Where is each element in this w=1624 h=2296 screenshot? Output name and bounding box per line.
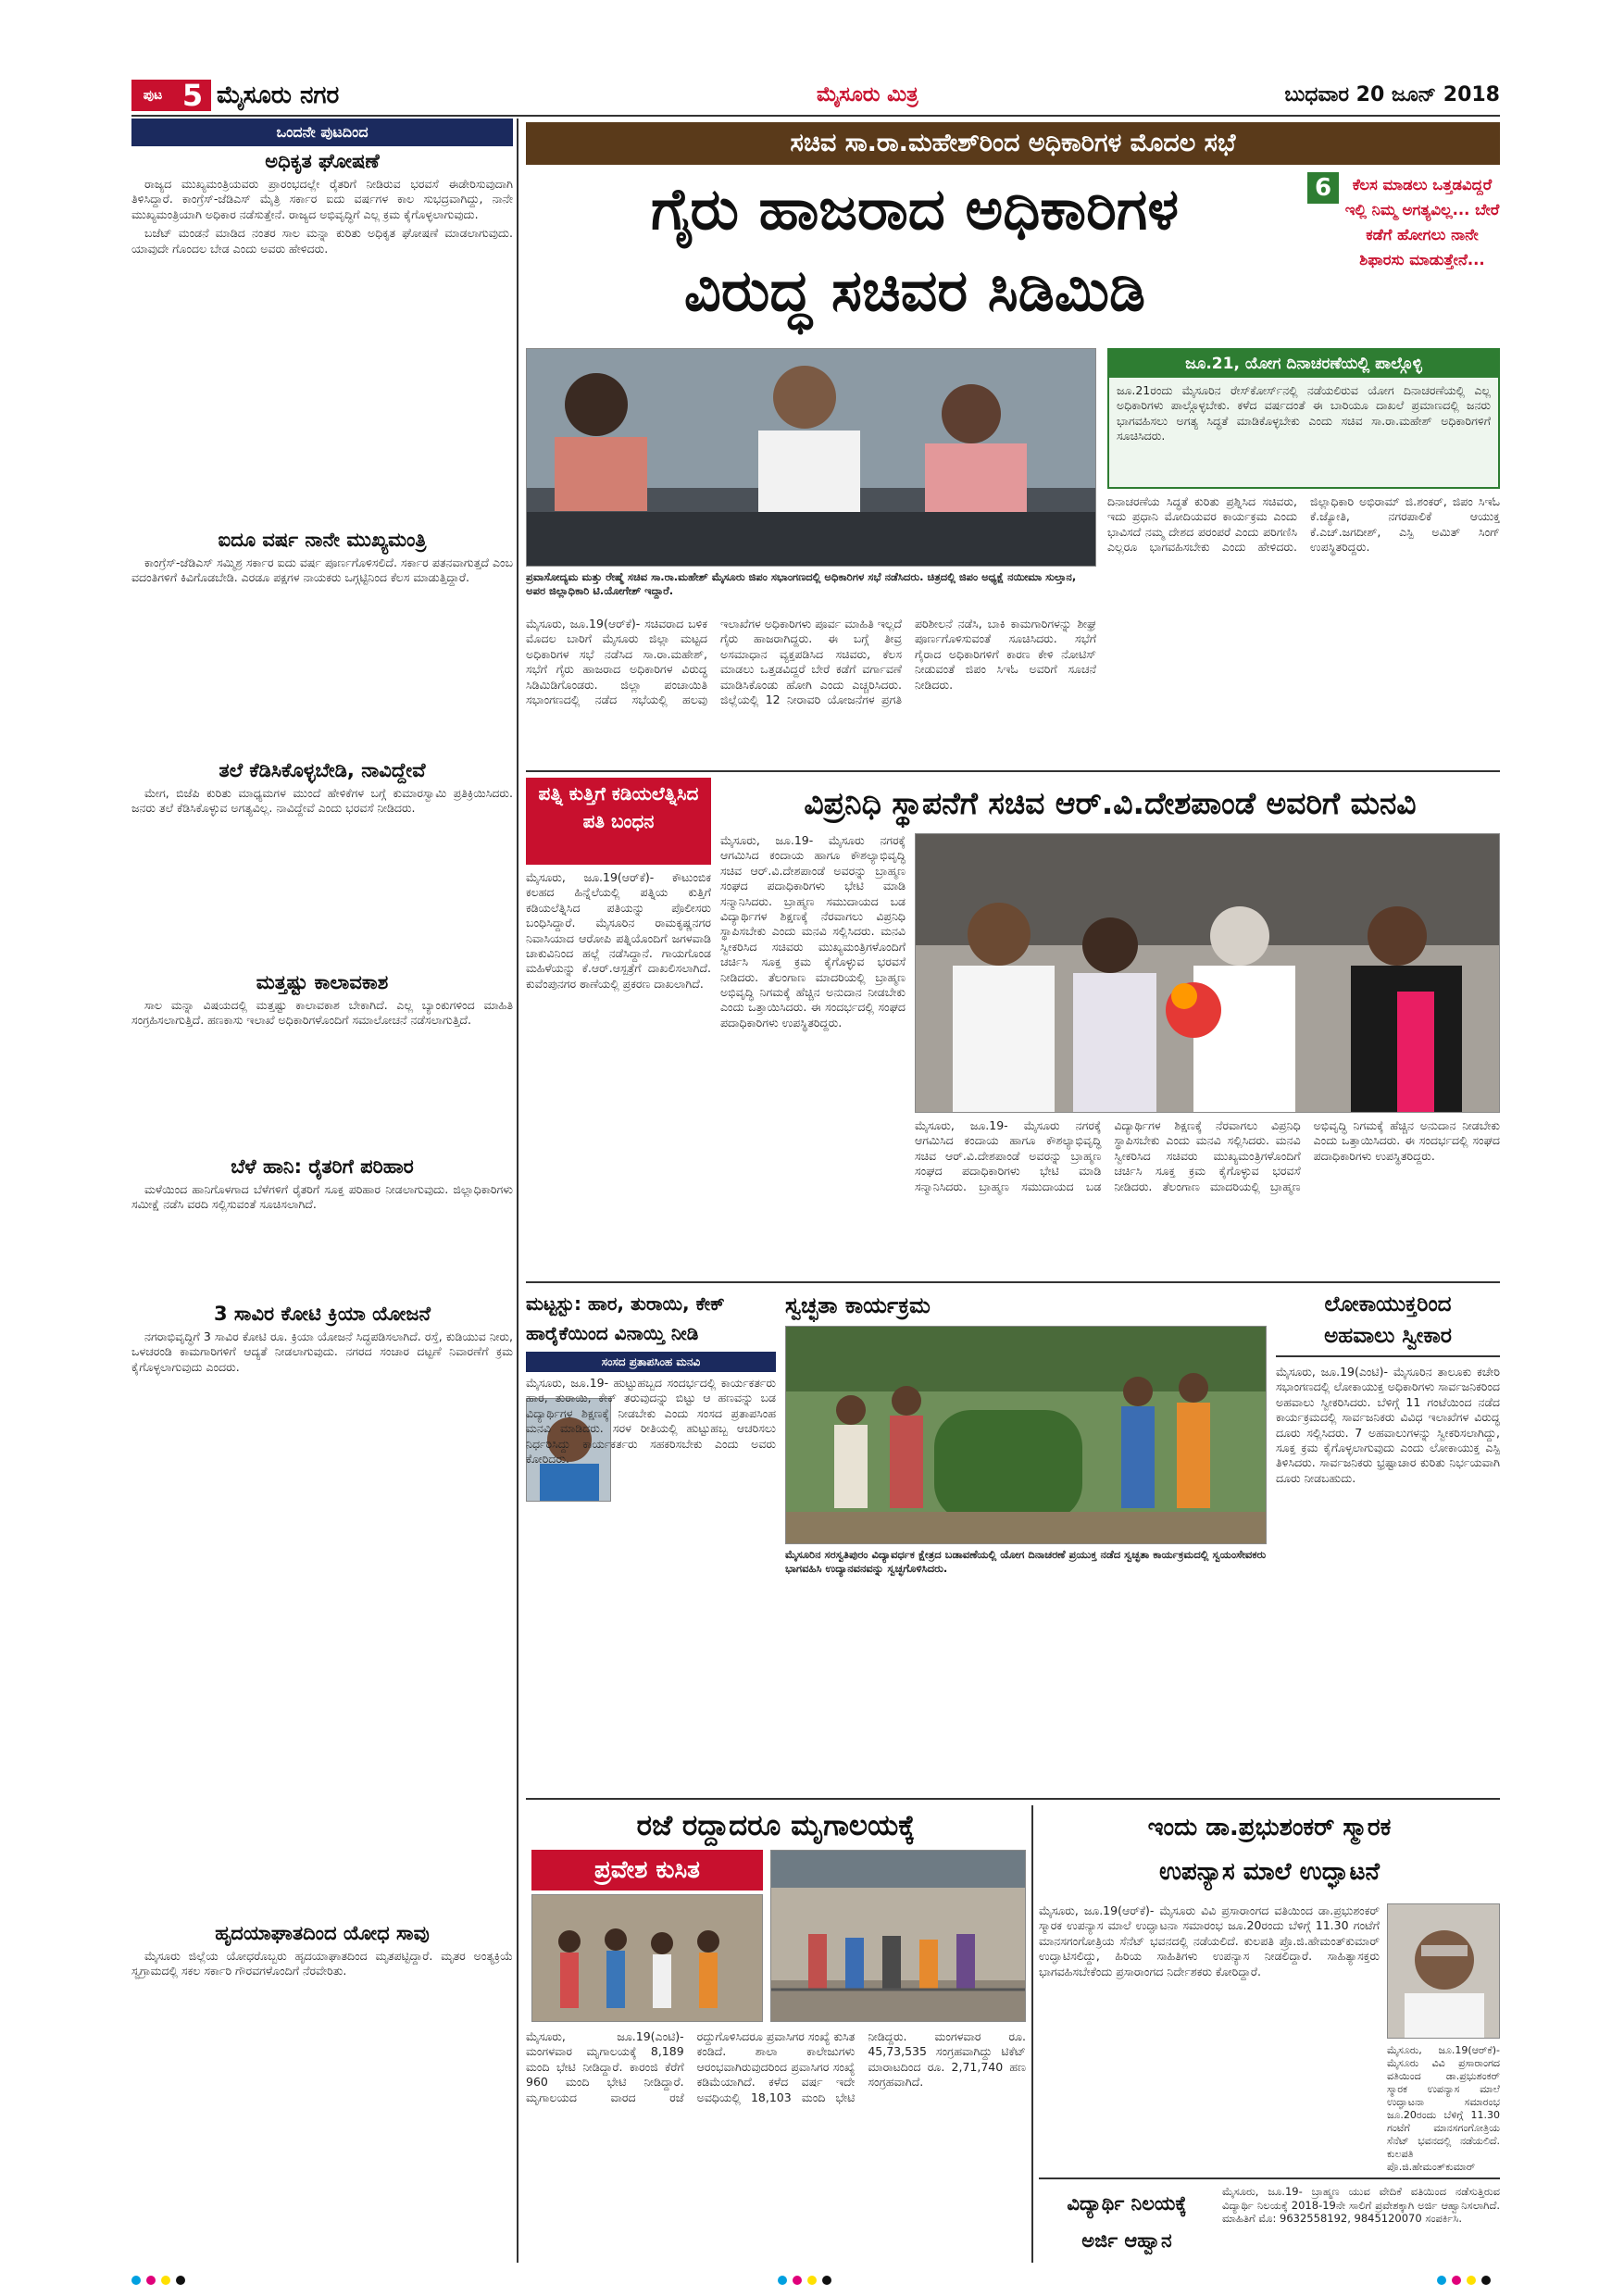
hostel-headline-2: ಅರ್ಜಿ ಆಹ್ವಾನ: [1081, 2229, 1172, 2252]
masthead-rule: [131, 115, 1500, 117]
body-more-time: ಸಾಲ ಮನ್ನಾ ವಿಷಯದಲ್ಲಿ ಮತ್ತಷ್ಟು ಕಾಲಾವಕಾಶ ಬೇಕಾಗಿದೆ. ಎಲ್ಲ ಬ್ಯಾಂಕುಗಳಿಂದ ಮಾಹಿತಿ ಸಂಗ್ರಹಿಸಲಾಗುತ್ತಿದೆ. ಹಣಕಾಸು ಇಲಾಖೆ ಅಧಿಕಾರಿಗಳೊಂದಿಗೆ ಸಮಾಲೋಚನೆ ನಡೆಸಲಾಗುತ್ತಿದೆ.: [131, 998, 513, 1028]
lead-photo-caption: ಪ್ರವಾಸೋದ್ಯಮ ಮತ್ತು ರೇಷ್ಮೆ ಸಚಿವ ಸಾ.ರಾ.ಮಹೇಶ್ ಮೈಸೂರು ಜಿಪಂ ಸಭಾಂಗಣದಲ್ಲಿ ಅಧಿಕಾರಿಗಳ ಸಭೆ ನಡೆಸಿದರು. ಚಿತ್ರದಲ್ಲಿ ಜಿಪಂ ಅಧ್ಯಕ್ಷೆ ನಯೀಮಾ ಸುಲ್ತಾನ, ಅಪರ ಜಿಲ್ಲಾಧಿಕಾರಿ ಟಿ.ಯೋಗೇಶ್ ಇದ್ದಾರೆ.: [526, 570, 1077, 597]
zoo-photo: [770, 1850, 1026, 2022]
lokayukta-box: [1276, 1289, 1500, 1792]
cleanliness-photo: [785, 1326, 1267, 1544]
yoga-box-text: ಜೂ.21ರಂದು ಮೈಸೂರಿನ ರೇಸ್‌ಕೋರ್ಸ್‌ನಲ್ಲಿ ನಡೆಯಲಿರುವ ಯೋಗ ದಿನಾಚರಣೆಯಲ್ಲಿ ಎಲ್ಲ ಅಧಿಕಾರಿಗಳು ಪಾಲ್ಗೊಳ್ಳಬೇಕು. ಕಳೆದ ವರ್ಷದಂತೆ ಈ ಬಾರಿಯೂ ದಾಖಲೆ ಪ್ರಮಾಣದಲ್ಲಿ ಜನರು ಭಾಗವಹಿಸಲು ಅಗತ್ಯ ಸಿದ್ಧತೆ ಮಾಡಿಕೊಳ್ಳಬೇಕು ಎಂದು ಸಚಿವ ಸಾ.ರಾ.ಮಹೇಶ್ ಅಧಿಕಾರಿಗಳಿಗೆ ಸೂಚಿಸಿದರು.: [1117, 383, 1491, 443]
body-soldier: ಮೈಸೂರು ಜಿಲ್ಲೆಯ ಯೋಧರೊಬ್ಬರು ಹೃದಯಾಘಾತದಿಂದ ಮೃತಪಟ್ಟಿದ್ದಾರೆ. ಮೃತರ ಅಂತ್ಯಕ್ರಿಯೆ ಸ್ವಗ್ರಾಮದಲ್ಲಿ ಸಕಲ ಸರ್ಕಾರಿ ಗೌರವಗಳೊಂದಿಗೆ ನೆರವೇರಿತು.: [131, 1949, 513, 1978]
bottom-column-rule: [1031, 1805, 1033, 2263]
lead-kicker: ಸಚಿವ ಸಾ.ರಾ.ಮಹೇಶ್‌ರಿಂದ ಅಧಿಕಾರಿಗಳ ಮೊದಲ ಸಭೆ: [526, 122, 1500, 165]
cleanliness-photo-art: [786, 1327, 1267, 1544]
quote-text: ಕೆಲಸ ಮಾಡಲು ಒತ್ತಡವಿದ್ದರೆ ಇಲ್ಲಿ ನಿಮ್ಮ ಅಗತ್ಯವಿಲ್ಲ... ಬೇರೆ ಕಡೆಗೆ ಹೋಗಲು ನಾನೇ ಶಿಫಾರಸು ಮಾಡುತ್ತೇನೆ...: [1344, 176, 1500, 268]
subhead-five-years: ಐದೂ ವರ್ಷ ನಾನೇ ಮುಖ್ಯಮಂತ್ರಿ: [218, 529, 427, 551]
registration-marks-left: [131, 2274, 206, 2287]
zoo-crowd-art: [532, 1895, 763, 2022]
lecture-body: ಮೈಸೂರು, ಜೂ.19(ಆರ್‌ಕೆ)- ಮೈಸೂರು ವಿವಿ ಪ್ರಸಾರಾಂಗದ ವತಿಯಿಂದ ಡಾ.ಪ್ರಭುಶಂಕರ್ ಸ್ಮಾರಕ ಉಪನ್ಯಾಸ ಮಾಲೆ ಉದ್ಘಾಟನಾ ಸಮಾರಂಭ ಜೂ.20ರಂದು ಬೆಳಿಗ್ಗೆ 11.30 ಗಂಟೆಗೆ ಮಾನಸಗಂಗೋತ್ರಿಯ ಸೆನೆಟ್ ಭವನದಲ್ಲಿ ನಡೆಯಲಿದೆ. ಕುಲಪತಿ ಪ್ರೊ.ಜಿ.ಹೇಮಂತ್‌ಕುಮಾರ್ ಉದ್ಘಾಟಿಸಲಿದ್ದು, ಹಿರಿಯ ಸಾಹಿತಿಗಳು ಉಪನ್ಯಾಸ ನೀಡಲಿದ್ದಾರೆ. ಸಾಹಿತ್ಯಾಸಕ್ತರು ಭಾಗವಹಿಸಬೇಕೆಂದು ಪ್ರಸಾರಾಂಗದ ನಿರ್ದೇಶಕರು ಕೋರಿದ್ದಾರೆ.: [1039, 1903, 1380, 1978]
masthead: [131, 80, 1500, 111]
zoo-entrance-art: [771, 1851, 1026, 2022]
middle-bottom-rule: [526, 1798, 1500, 1800]
lokayukta-body: ಮೈಸೂರು, ಜೂ.19(ಎಂಟಿ)- ಮೈಸೂರಿನ ತಾಲೂಕು ಕಚೇರಿ ಸಭಾಂಗಣದಲ್ಲಿ ಲೋಕಾಯುಕ್ತ ಅಧಿಕಾರಿಗಳು ಸಾರ್ವಜನಿಕರಿಂದ ಅಹವಾಲು ಸ್ವೀಕರಿಸಿದರು. ಬೆಳಿಗ್ಗೆ 11 ಗಂಟೆಯಿಂದ ನಡೆದ ಕಾರ್ಯಕ್ರಮದಲ್ಲಿ ಸಾರ್ವಜನಿಕರು ವಿವಿಧ ಇಲಾಖೆಗಳ ವಿರುದ್ಧ ದೂರು ಸಲ್ಲಿಸಿದರು. 7 ಅಹವಾಲುಗಳನ್ನು ಸ್ವೀಕರಿಸಲಾಗಿದ್ದು, ಸೂಕ್ತ ಕ್ರಮ ಕೈಗೊಳ್ಳಲಾಗುವುದು ಎಂದು ಲೋಕಾಯುಕ್ತ ಎಸ್ಪಿ ತಿಳಿಸಿದರು. ಸಾರ್ವಜನಿಕರು ಭ್ರಷ್ಟಾಚಾರ ಕುರಿತು ನಿರ್ಭಯವಾಗಿ ದೂರು ನೀಡಬಹುದು.: [1276, 1365, 1500, 1485]
zoo-badge: ಪ್ರವೇಶ ಕುಸಿತ: [531, 1850, 763, 1890]
subhead-official-announcement: ಅಧಿಕೃತ ಘೋಷಣೆ: [265, 150, 380, 172]
lead-bottom-rule: [526, 770, 1500, 772]
zoo-headline: ರಜೆ ರದ್ದಾದರೂ ಮೃಗಾಲಯಕ್ಕೆ: [636, 1809, 916, 1842]
body-official-announcement: ರಾಜ್ಯದ ಮುಖ್ಯಮಂತ್ರಿಯವರು ಪ್ರಾರಂಭದಲ್ಲೇ ರೈತರಿಗೆ ನೀಡಿರುವ ಭರವಸೆ ಈಡೇರಿಸುವುದಾಗಿ ತಿಳಿಸಿದ್ದಾರೆ. ಕಾಂಗ್ರೆಸ್-ಜೆಡಿಎಸ್ ಮೈತ್ರಿ ಸರ್ಕಾರ ಐದು ವರ್ಷಗಳ ಕಾಲ ಸುಭದ್ರವಾಗಿದ್ದು, ನಾನೇ ಮುಖ್ಯಮಂತ್ರಿಯಾಗಿ ಅಧಿಕಾರ ನಡೆಸುತ್ತೇನೆ. ರಾಜ್ಯದ ಅಭಿವೃದ್ಧಿಗೆ ಎಲ್ಲ ಕ್ರಮ ಕೈಗೊಳ್ಳಲಾಗುವುದು. ಬಜೆಟ್ ಮಂಡನೆ ಮಾಡಿದ ನಂತರ ಸಾಲ ಮನ್ನಾ ಕುರಿತು ಅಧಿಕೃತ ಘೋಷಣೆ ಮಾಡಲಾಗುವುದು. ಯಾವುದೇ ಗೊಂದಲ ಬೇಡ ಎಂದು ಅವರು ಹೇಳಿದರು.: [131, 177, 513, 256]
petition-photo: [915, 833, 1500, 1113]
body-five-years: ಕಾಂಗ್ರೆಸ್-ಜೆಡಿಎಸ್ ಸಮ್ಮಿಶ್ರ ಸರ್ಕಾರ ಐದು ವರ್ಷ ಪೂರ್ಣಗೊಳಿಸಲಿದೆ. ಸರ್ಕಾರ ಪತನವಾಗುತ್ತದೆ ಎಂಬ ವದಂತಿಗಳಿಗೆ ಕಿವಿಗೊಡಬೇಡಿ. ಎರಡೂ ಪಕ್ಷಗಳ ನಾಯಕರು ಒಗ್ಗಟ್ಟಿನಿಂದ ಕೆಲಸ ಮಾಡುತ್ತಿದ್ದಾರೆ.: [131, 555, 513, 585]
cleanliness-headline: ಸ್ವಚ್ಛತಾ ಕಾರ್ಯಕ್ರಮ: [785, 1292, 931, 1318]
lecture-body-continued: ಮೈಸೂರು, ಜೂ.19(ಆರ್‌ಕೆ)- ಮೈಸೂರು ವಿವಿ ಪ್ರಸಾರಾಂಗದ ವತಿಯಿಂದ ಡಾ.ಪ್ರಭುಶಂಕರ್ ಸ್ಮಾರಕ ಉಪನ್ಯಾಸ ಮಾಲೆ ಉದ್ಘಾಟನಾ ಸಮಾರಂಭ ಜೂ.20ರಂದು ಬೆಳಿಗ್ಗೆ 11.30 ಗಂಟೆಗೆ ಮಾನಸಗಂಗೋತ್ರಿಯ ಸೆನೆಟ್ ಭವನದಲ್ಲಿ ನಡೆಯಲಿದೆ. ಕುಲಪತಿ ಪ್ರೊ.ಜಿ.ಹೇಮಂತ್‌ಕುಮಾರ್: [1387, 2044, 1500, 2172]
lecture-headline-1: ಇಂದು ಡಾ.ಪ್ರಭುಶಂಕರ್ ಸ್ಮಾರಕ: [1147, 1814, 1392, 1841]
lead-headline-line-2: ವಿರುದ್ಧ ಸಚಿವರ ಸಿಡಿಮಿಡಿ: [683, 256, 1146, 324]
section-title: ಮೈಸೂರು ನಗರ: [217, 81, 340, 109]
petition-bottom-rule: [526, 1281, 1500, 1283]
lead-headline: [526, 168, 1304, 335]
lokayukta-headline-2: ಅಹವಾಲು ಸ್ವೀಕಾರ: [1276, 1320, 1500, 1357]
yoga-body: ದಿನಾಚರಣೆಯ ಸಿದ್ಧತೆ ಕುರಿತು ಪ್ರಶ್ನಿಸಿದ ಸಚಿವರು, ಇದು ಪ್ರಧಾನಿ ಮೋದಿಯವರ ಕಾರ್ಯಕ್ರಮ ಎಂದು ಭಾವಿಸದೆ ನಮ್ಮ ದೇಶದ ಪರಂಪರೆ ಎಂದು ಪರಿಗಣಿಸಿ ಎಲ್ಲರೂ ಭಾಗವಹಿಸಬೇಕು ಎಂದು ಹೇಳಿದರು. ಜಿಲ್ಲಾಧಿಕಾರಿ ಅಭಿರಾಮ್ ಜಿ.ಶಂಕರ್, ಜಿಪಂ ಸಿಇಓ ಕೆ.ಜ್ಯೋತಿ, ನಗರಪಾಲಿಕೆ ಆಯುಕ್ತ ಕೆ.ಎಚ್.ಜಗದೀಶ್, ಎಸ್ಪಿ ಅಮಿತ್ ಸಿಂಗ್ ಉಪಸ್ಥಿತರಿದ್ದರು.: [1107, 494, 1500, 555]
hostel-body: ಮೈಸೂರು, ಜೂ.19- ಬ್ರಾಹ್ಮಣ ಯುವ ವೇದಿಕೆ ವತಿಯಿಂದ ನಡೆಸುತ್ತಿರುವ ವಿದ್ಯಾರ್ಥಿ ನಿಲಯಕ್ಕೆ 2018-19ನೇ ಸಾಲಿಗೆ ಪ್ರವೇಶಕ್ಕಾಗಿ ಅರ್ಜಿ ಆಹ್ವಾನಿಸಲಾಗಿದೆ. ಮಾಹಿತಿಗೆ ಮೊ: 9632558192, 9845120070 ಸಂಪರ್ಕಿಸಿ.: [1222, 2185, 1500, 2225]
zoo-crowd-photo: [531, 1894, 763, 2022]
lead-photo: [526, 348, 1096, 567]
yoga-day-body: ಮೈಸೂರು, ಜೂ.19- ಹುಟ್ಟುಹಬ್ಬದ ಸಂದರ್ಭದಲ್ಲಿ ಕಾರ್ಯಕರ್ತರು ಹಾರ, ತುರಾಯಿ, ಕೇಕ್ ತರುವುದನ್ನು ಬಿಟ್ಟು ಆ ಹಣವನ್ನು ಬಡ ವಿದ್ಯಾರ್ಥಿಗಳ ಶಿಕ್ಷಣಕ್ಕೆ ನೀಡಬೇಕು ಎಂದು ಸಂಸದ ಪ್ರತಾಪಸಿಂಹ ಮನವಿ ಮಾಡಿದರು. ಸರಳ ರೀತಿಯಲ್ಲಿ ಹುಟ್ಟುಹಬ್ಬ ಆಚರಿಸಲು ನಿರ್ಧರಿಸಿದ್ದು ಕಾರ್ಯಕರ್ತರು ಸಹಕರಿಸಬೇಕು ಎಂದು ಅವರು ಕೋರಿದರು.: [526, 1376, 776, 1466]
hostel-headline: [1039, 2185, 1215, 2263]
cleanliness-caption: ಮೈಸೂರಿನ ಸರಸ್ವತಿಪುರಂ ವಿದ್ಯಾವರ್ಧಕ ಕ್ಷೇತ್ರದ ಬಡಾವಣೆಯಲ್ಲಿ ಯೋಗ ದಿನಾಚರಣೆ ಪ್ರಯುಕ್ತ ನಡೆದ ಸ್ವಚ್ಛತಾ ಕಾರ್ಯಕ್ರಮದಲ್ಲಿ ಸ್ವಯಂಸೇವಕರು ಭಾಗವಹಿಸಿ ಉದ್ಯಾನವನವನ್ನು ಸ್ವಚ್ಛಗೊಳಿಸಿದರು.: [785, 1548, 1267, 1575]
hostel-headline-1: ವಿದ್ಯಾರ್ಥಿ ನಿಲಯಕ್ಕೆ: [1067, 2192, 1187, 2215]
yoga-box: [1107, 348, 1500, 489]
left-column-rule: [517, 119, 518, 2263]
zoo-body: ಮೈಸೂರು, ಜೂ.19(ಎಂಟಿ)- ಮಂಗಳವಾರ ಮೃಗಾಲಯಕ್ಕೆ 8,189 ಮಂದಿ ಭೇಟಿ ನೀಡಿದ್ದಾರೆ. ಕಾರಂಜಿ ಕೆರೆಗೆ 960 ಮಂದಿ ಭೇಟಿ ನೀಡಿದ್ದಾರೆ. ಮೃಗಾಲಯದ ವಾರದ ರಜೆ ರದ್ದುಗೊಳಿಸಿದರೂ ಪ್ರವಾಸಿಗರ ಸಂಖ್ಯೆ ಕುಸಿತ ಕಂಡಿದೆ. ಶಾಲಾ ಕಾಲೇಜುಗಳು ಆರಂಭವಾಗಿರುವುದರಿಂದ ಪ್ರವಾಸಿಗರ ಸಂಖ್ಯೆ ಕಡಿಮೆಯಾಗಿದೆ. ಕಳೆದ ವರ್ಷ ಇದೇ ಅವಧಿಯಲ್ಲಿ 18,103 ಮಂದಿ ಭೇಟಿ ನೀಡಿದ್ದರು. ಮಂಗಳವಾರ ರೂ. 45,73,535 ಸಂಗ್ರಹವಾಗಿದ್ದು ಟಿಕೆಟ್ ಮಾರಾಟದಿಂದ ರೂ. 2,71,740 ಹಣ ಸಂಗ್ರಹವಾಗಿದೆ.: [526, 2029, 1026, 2104]
lecture-headline: [1039, 1805, 1500, 1898]
petition-headline: ವಿಪ್ರನಿಧಿ ಸ್ಥಾಪನೆಗೆ ಸಚಿವ ಆರ್.ವಿ.ದೇಶಪಾಂಡೆ ಅವರಿಗೆ ಮನವಿ: [804, 785, 1417, 821]
meeting-photo-art: [527, 349, 1096, 567]
lecture-portrait: [1387, 1903, 1500, 2039]
lecture-portrait-art: [1388, 1904, 1500, 2039]
page-label: ಪುಟ: [131, 80, 174, 111]
husband-headline-box: ಪತ್ನಿ ಕುತ್ತಿಗೆ ಕಡಿಯಲೆತ್ನಿಸಿದ ಪತಿ ಬಂಧನ: [526, 778, 711, 865]
lead-quote: [1307, 172, 1500, 337]
lokayukta-headline-1: ಲೋಕಾಯುಕ್ತರಿಂದ: [1324, 1292, 1452, 1316]
lecture-headline-2: ಉಪನ್ಯಾಸ ಮಾಲೆ ಉದ್ಘಾಟನೆ: [1158, 1858, 1380, 1886]
left-column: [131, 119, 513, 2287]
lead-headline-line-1: ಗೈರು ಹಾಜರಾದ ಅಧಿಕಾರಿಗಳ: [650, 175, 1180, 243]
subhead-dont-worry: ತಲೆ ಕೆಡಿಸಿಕೊಳ್ಳಬೇಡಿ, ನಾವಿದ್ದೇವೆ: [219, 759, 426, 781]
yoga-box-title: ಜೂ.21, ಯೋಗ ದಿನಾಚರಣೆಯಲ್ಲಿ ಪಾಲ್ಗೊಳ್ಳಿ: [1109, 350, 1498, 378]
subhead-crop-loss: ಬೆಳೆ ಹಾನಿ: ರೈತರಿಗೆ ಪರಿಹಾರ: [231, 1155, 414, 1178]
body-action-plan: ನಗರಾಭಿವೃದ್ಧಿಗೆ 3 ಸಾವಿರ ಕೋಟಿ ರೂ. ಕ್ರಿಯಾ ಯೋಜನೆ ಸಿದ್ಧಪಡಿಸಲಾಗಿದೆ. ರಸ್ತೆ, ಕುಡಿಯುವ ನೀರು, ಒಳಚರಂಡಿ ಕಾಮಗಾರಿಗಳಿಗೆ ಆದ್ಯತೆ ನೀಡಲಾಗುವುದು. ನಗರದ ಸಂಚಾರ ದಟ್ಟಣೆ ನಿವಾರಣೆಗೆ ಕ್ರಮ ಕೈಗೊಳ್ಳಲಾಗುವುದು ಎಂದರು.: [131, 1329, 513, 1374]
paper-name: ಮೈಸೂರು ಮಿತ್ರ: [817, 83, 918, 106]
page-number: 5: [174, 80, 211, 111]
petition-body: ಮೈಸೂರು, ಜೂ.19- ಮೈಸೂರು ನಗರಕ್ಕೆ ಆಗಮಿಸಿದ ಕಂದಾಯ ಹಾಗೂ ಕೌಶಲ್ಯಾಭಿವೃದ್ಧಿ ಸಚಿವ ಆರ್.ವಿ.ದೇಶಪಾಂಡೆ ಅವರನ್ನು ಬ್ರಾಹ್ಮಣ ಸಂಘದ ಪದಾಧಿಕಾರಿಗಳು ಭೇಟಿ ಮಾಡಿ ಸನ್ಮಾನಿಸಿದರು. ಬ್ರಾಹ್ಮಣ ಸಮುದಾಯದ ಬಡ ವಿದ್ಯಾರ್ಥಿಗಳ ಶಿಕ್ಷಣಕ್ಕೆ ನೆರವಾಗಲು ವಿಪ್ರನಿಧಿ ಸ್ಥಾಪಿಸಬೇಕು ಎಂದು ಮನವಿ ಸಲ್ಲಿಸಿದರು. ಮನವಿ ಸ್ವೀಕರಿಸಿದ ಸಚಿವರು ಮುಖ್ಯಮಂತ್ರಿಗಳೊಂದಿಗೆ ಚರ್ಚಿಸಿ ಸೂಕ್ತ ಕ್ರಮ ಕೈಗೊಳ್ಳುವ ಭರವಸೆ ನೀಡಿದರು. ತೆಲಂಗಾಣ ಮಾದರಿಯಲ್ಲಿ ಬ್ರಾಹ್ಮಣ ಅಭಿವೃದ್ಧಿ ನಿಗಮಕ್ಕೆ ಹೆಚ್ಚಿನ ಅನುದಾನ ನೀಡಬೇಕು ಎಂದು ಒತ್ತಾಯಿಸಿದರು. ಈ ಸಂದರ್ಭದಲ್ಲಿ ಸಂಘದ ಪದಾಧಿಕಾರಿಗಳು ಉಪಸ್ಥಿತರಿದ್ದರು.: [720, 833, 906, 1029]
husband-body: ಮೈಸೂರು, ಜೂ.19(ಆರ್‌ಕೆ)- ಕೌಟುಂಬಿಕ ಕಲಹದ ಹಿನ್ನೆಲೆಯಲ್ಲಿ ಪತ್ನಿಯ ಕುತ್ತಿಗೆ ಕಡಿಯಲೆತ್ನಿಸಿದ ಪತಿಯನ್ನು ಪೊಲೀಸರು ಬಂಧಿಸಿದ್ದಾರೆ. ಮೈಸೂರಿನ ರಾಮಕೃಷ್ಣನಗರ ನಿವಾಸಿಯಾದ ಆರೋಪಿ ಪತ್ನಿಯೊಂದಿಗೆ ಜಗಳವಾಡಿ ಚಾಕುವಿನಿಂದ ಹಲ್ಲೆ ನಡೆಸಿದ್ದಾನೆ. ಗಾಯಗೊಂಡ ಮಹಿಳೆಯನ್ನು ಕೆ.ಆರ್.ಆಸ್ಪತ್ರೆಗೆ ದಾಖಲಿಸಲಾಗಿದೆ. ಕುವೆಂಪುನಗರ ಠಾಣೆಯಲ್ಲಿ ಪ್ರಕರಣ ದಾಖಲಾಗಿದೆ.: [526, 870, 711, 991]
subhead-more-time: ಮತ್ತಷ್ಟು ಕಾಲಾವಕಾಶ: [256, 971, 389, 993]
lead-body: ಮೈಸೂರು, ಜೂ.19(ಆರ್‌ಕೆ)- ಸಚಿವರಾದ ಬಳಿಕ ಮೊದಲ ಬಾರಿಗೆ ಮೈಸೂರು ಜಿಲ್ಲಾ ಮಟ್ಟದ ಅಧಿಕಾರಿಗಳ ಸಭೆ ನಡೆಸಿದ ಸಾ.ರಾ.ಮಹೇಶ್, ಸಭೆಗೆ ಗೈರು ಹಾಜರಾದ ಅಧಿಕಾರಿಗಳ ವಿರುದ್ಧ ಸಿಡಿಮಿಡಿಗೊಂಡರು. ಜಿಲ್ಲಾ ಪಂಚಾಯಿತಿ ಸಭಾಂಗಣದಲ್ಲಿ ನಡೆದ ಸಭೆಯಲ್ಲಿ ಹಲವು ಇಲಾಖೆಗಳ ಅಧಿಕಾರಿಗಳು ಪೂರ್ವ ಮಾಹಿತಿ ಇಲ್ಲದೆ ಗೈರು ಹಾಜರಾಗಿದ್ದರು. ಈ ಬಗ್ಗೆ ತೀವ್ರ ಅಸಮಾಧಾನ ವ್ಯಕ್ತಪಡಿಸಿದ ಸಚಿವರು, ಕೆಲಸ ಮಾಡಲು ಒತ್ತಡವಿದ್ದರೆ ಬೇರೆ ಕಡೆಗೆ ವರ್ಗಾವಣೆ ಮಾಡಿಸಿಕೊಂಡು ಹೋಗಿ ಎಂದು ಎಚ್ಚರಿಸಿದರು. ಜಿಲ್ಲೆಯಲ್ಲಿ 12 ನೀರಾವರಿ ಯೋಜನೆಗಳ ಪ್ರಗತಿ ಪರಿಶೀಲನೆ ನಡೆಸಿ, ಬಾಕಿ ಕಾಮಗಾರಿಗಳನ್ನು ಶೀಘ್ರ ಪೂರ್ಣಗೊಳಿಸುವಂತೆ ಸೂಚಿಸಿದರು. ಸಭೆಗೆ ಗೈರಾದ ಅಧಿಕಾರಿಗಳಿಗೆ ಕಾರಣ ಕೇಳಿ ನೋಟಿಸ್ ನೀಡುವಂತೆ ಜಿಪಂ ಸಿಇಓ ಅವರಿಗೆ ಸೂಚನೆ ನೀಡಿದರು.: [526, 617, 1096, 707]
continued-banner: ಒಂದನೇ ಪುಟದಿಂದ: [131, 119, 513, 146]
subhead-action-plan: 3 ಸಾವಿರ ಕೋಟಿ ಕ್ರಿಯಾ ಯೋಜನೆ: [213, 1303, 431, 1325]
yoga-day-headline: ಮಟ್ಟಸ್ಟು: ಹಾರ, ತುರಾಯಿ, ಕೇಕ್ ಹಾರೈಕೆಯಿಂದ ವಿನಾಯ್ತಿ ನೀಡಿ: [526, 1292, 725, 1344]
subhead-soldier: ಹೃದಯಾಘಾತದಿಂದ ಯೋಧ ಸಾವು: [215, 1922, 430, 1944]
body-crop-loss: ಮಳೆಯಿಂದ ಹಾನಿಗೊಳಗಾದ ಬೆಳೆಗಳಿಗೆ ರೈತರಿಗೆ ಸೂಕ್ತ ಪರಿಹಾರ ನೀಡಲಾಗುವುದು. ಜಿಲ್ಲಾಧಿಕಾರಿಗಳು ಸಮೀಕ್ಷೆ ನಡೆಸಿ ವರದಿ ಸಲ್ಲಿಸುವಂತೆ ಸೂಚಿಸಲಾಗಿದೆ.: [131, 1182, 513, 1212]
lecture-bottom-rule: [1039, 2177, 1500, 2179]
quote-number-badge: 6: [1307, 172, 1339, 204]
registration-marks-center: [778, 2274, 852, 2287]
issue-date: ಬುಧವಾರ 20 ಜೂನ್ 2018: [1284, 83, 1500, 106]
petition-body-continued: ಮೈಸೂರು, ಜೂ.19- ಮೈಸೂರು ನಗರಕ್ಕೆ ಆಗಮಿಸಿದ ಕಂದಾಯ ಹಾಗೂ ಕೌಶಲ್ಯಾಭಿವೃದ್ಧಿ ಸಚಿವ ಆರ್.ವಿ.ದೇಶಪಾಂಡೆ ಅವರನ್ನು ಬ್ರಾಹ್ಮಣ ಸಂಘದ ಪದಾಧಿಕಾರಿಗಳು ಭೇಟಿ ಮಾಡಿ ಸನ್ಮಾನಿಸಿದರು. ಬ್ರಾಹ್ಮಣ ಸಮುದಾಯದ ಬಡ ವಿದ್ಯಾರ್ಥಿಗಳ ಶಿಕ್ಷಣಕ್ಕೆ ನೆರವಾಗಲು ವಿಪ್ರನಿಧಿ ಸ್ಥಾಪಿಸಬೇಕು ಎಂದು ಮನವಿ ಸಲ್ಲಿಸಿದರು. ಮನವಿ ಸ್ವೀಕರಿಸಿದ ಸಚಿವರು ಮುಖ್ಯಮಂತ್ರಿಗಳೊಂದಿಗೆ ಚರ್ಚಿಸಿ ಸೂಕ್ತ ಕ್ರಮ ಕೈಗೊಳ್ಳುವ ಭರವಸೆ ನೀಡಿದರು. ತೆಲಂಗಾಣ ಮಾದರಿಯಲ್ಲಿ ಬ್ರಾಹ್ಮಣ ಅಭಿವೃದ್ಧಿ ನಿಗಮಕ್ಕೆ ಹೆಚ್ಚಿನ ಅನುದಾನ ನೀಡಬೇಕು ಎಂದು ಒತ್ತಾಯಿಸಿದರು. ಈ ಸಂದರ್ಭದಲ್ಲಿ ಸಂಘದ ಪದಾಧಿಕಾರಿಗಳು ಉಪಸ್ಥಿತರಿದ್ದರು.: [915, 1118, 1500, 1193]
yoga-day-tag: ಸಂಸದ ಪ್ರತಾಪಸಿಂಹ ಮನವಿ: [526, 1352, 776, 1372]
delegation-photo-art: [916, 834, 1500, 1113]
registration-marks-right: [1437, 2274, 1511, 2287]
body-dont-worry: ಮೇಗ, ಬಿಜೆಪಿ ಕುರಿತು ಮಾಧ್ಯಮಗಳ ಮುಂದೆ ಹೇಳಿಕೆಗಳ ಬಗ್ಗೆ ಕುಮಾರಸ್ವಾಮಿ ಪ್ರತಿಕ್ರಿಯಿಸಿದರು. ಜನರು ತಲೆ ಕೆಡಿಸಿಕೊಳ್ಳುವ ಅಗತ್ಯವಿಲ್ಲ. ನಾವಿದ್ದೇವೆ ಎಂದು ಭರವಸೆ ನೀಡಿದರು.: [131, 786, 513, 816]
